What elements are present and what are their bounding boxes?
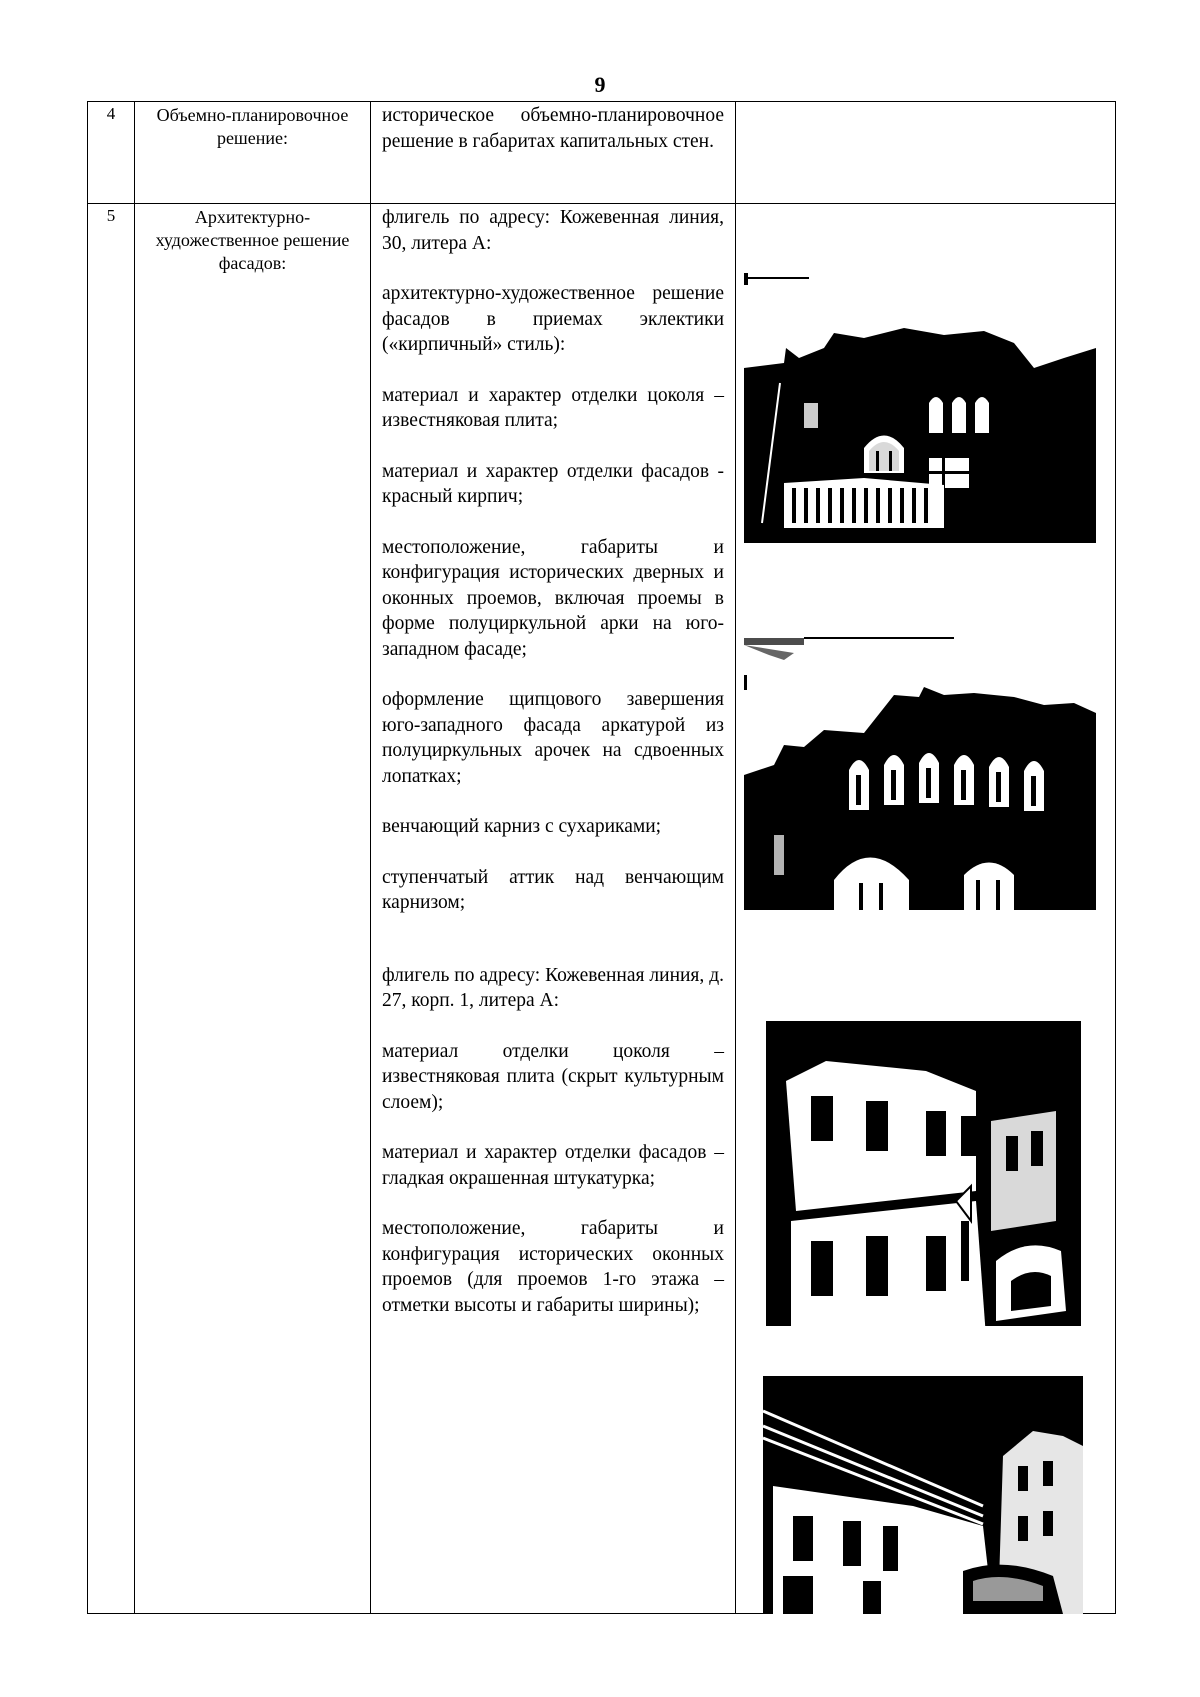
paragraph: архитектурно-художественное решение фасадов в приемах эклектики («кирпичный» стиль): [382, 283, 724, 355]
photo-cell [736, 102, 1116, 204]
feature-name: Архитектурно-художественное решение фасадов: [135, 204, 371, 1614]
photo-plastered-building-facade [766, 1021, 1081, 1337]
paragraph: местоположение, габариты и конфигурация исторических дверных и оконных проемов, включая проемы в форме полуциркульной арки на юго-западном фасаде; [382, 536, 724, 660]
photo-cell [736, 204, 1116, 1614]
protected-features-table [87, 101, 1116, 1614]
row-number: 5 [88, 204, 135, 1614]
row-number: 4 [88, 102, 135, 204]
paragraph: венчающий карниз с сухариками; [382, 816, 662, 837]
photo-street-view-facade [763, 1376, 1083, 1614]
paragraph: материал и характер отделки фасадов – гладкая окрашенная штукатурка; [382, 1142, 724, 1189]
feature-description [371, 204, 736, 1614]
feature-name: Объемно-планировочное решение: [135, 102, 371, 204]
paragraph: местоположение, габариты и конфигурация исторических оконных проемов (для проемов 1-го этажа – отметки высоты и габариты ширины); [382, 1218, 724, 1316]
paragraph: материал отделки цоколя – известняковая плита (скрыт культурным слоем); [382, 1040, 724, 1113]
paragraph: материал и характер отделки фасадов - красный кирпич; [382, 460, 724, 507]
photo-arcature-gable-facade [744, 635, 1096, 910]
paragraph: материал и характер отделки цоколя – известняковая плита; [382, 384, 724, 431]
paragraph: флигель по адресу: Кожевенная линия, 30, литера А: [382, 207, 724, 254]
page-number: 9 [594, 72, 606, 97]
paragraph: историческое объемно-планировочное решение в габаритах капитальных стен. [382, 105, 724, 152]
feature-description [371, 102, 736, 204]
photo-brick-building-facade [744, 273, 1096, 543]
paragraph: оформление щипцового завершения юго-западного фасада аркатурой из полуциркульных арочек на сдвоенных лопатках; [382, 689, 724, 787]
table-row [88, 102, 1116, 204]
table-row [88, 204, 1116, 1614]
paragraph: флигель по адресу: Кожевенная линия, д. 27, корп. 1, литера А: [382, 964, 724, 1011]
paragraph: ступенчатый аттик над венчающим карнизом; [382, 866, 724, 913]
